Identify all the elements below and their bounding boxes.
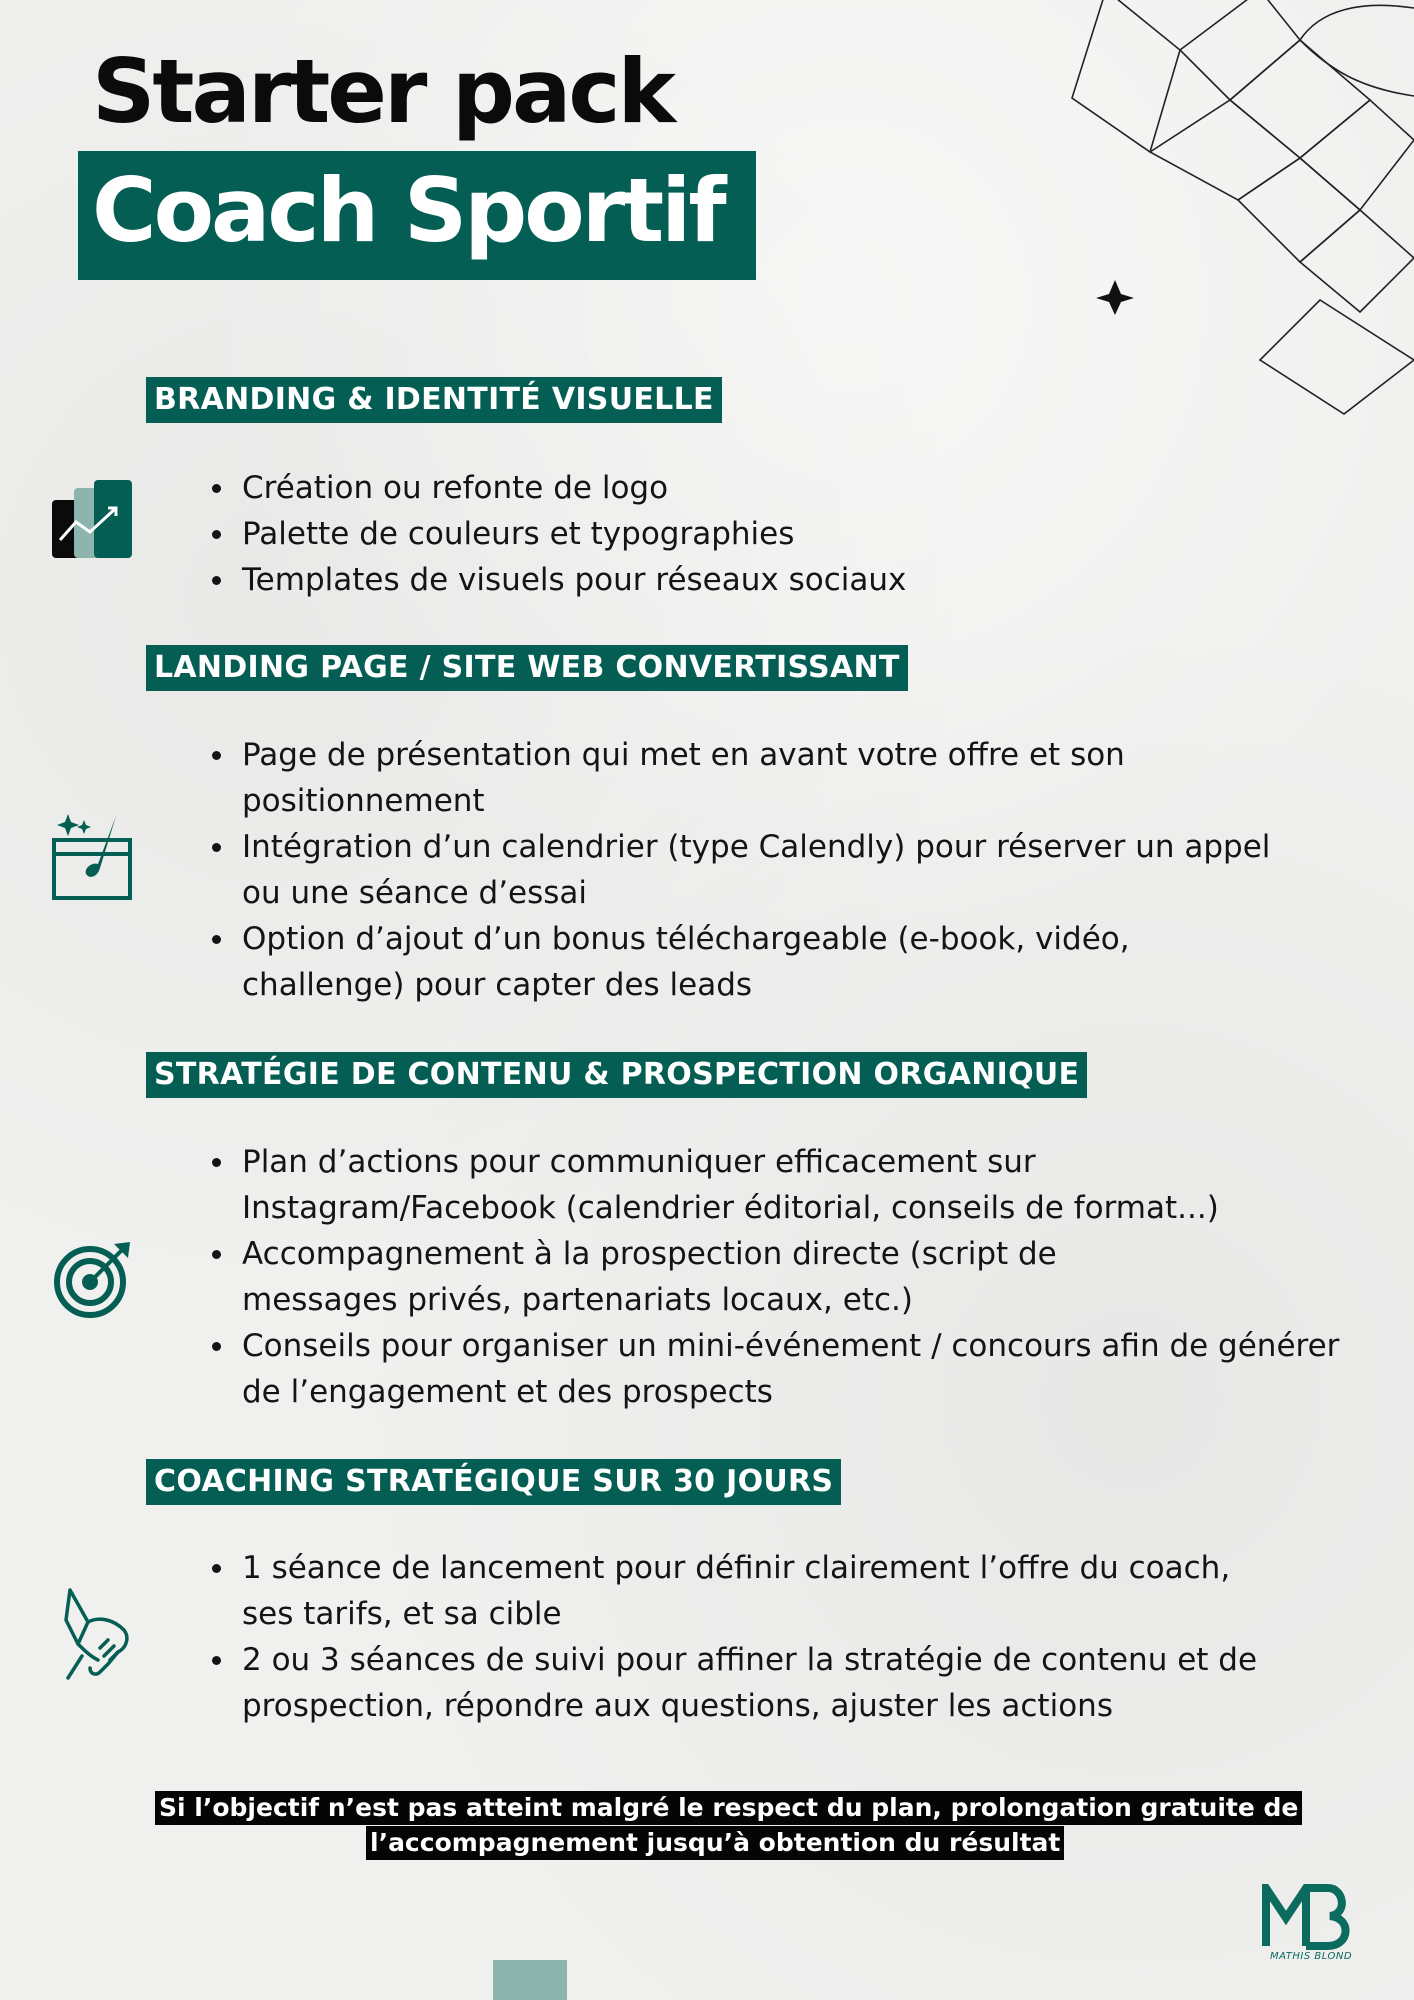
- list-item: Page de présentation qui met en avant votre offre et son positionnement: [242, 732, 1242, 824]
- section-list-strategie-contenu: [242, 1139, 1352, 1415]
- list-item: 1 séance de lancement pour définir clairement l’offre du coach, ses tarifs, et sa cible: [242, 1545, 1232, 1637]
- logo-name: MATHIS BLOND: [1270, 1951, 1353, 1962]
- section-list-branding: [242, 465, 1352, 603]
- list-item: Création ou refonte de logo: [242, 465, 1352, 511]
- paintbrush-window-icon: [50, 810, 134, 902]
- bottom-tab-decoration: [493, 1960, 567, 2000]
- growth-chart-icon: [50, 478, 134, 562]
- page-title-line1: Starter pack: [92, 40, 674, 143]
- section-list-landing-page: [242, 732, 1352, 1008]
- section-header-branding: BRANDING & IDENTITÉ VISUELLE: [146, 377, 722, 423]
- mathis-blond-logo: [1262, 1884, 1362, 1950]
- list-item: Plan d’actions pour communiquer efficacement sur Instagram/Facebook (calendrier éditorial, conseils de format...): [242, 1139, 1352, 1231]
- section-header-landing-page: LANDING PAGE / SITE WEB CONVERTISSANT: [146, 645, 908, 691]
- list-item: 2 ou 3 séances de suivi pour affiner la stratégie de contenu et de prospection, répondre aux questions, ajuster les actions: [242, 1637, 1352, 1729]
- list-item: Accompagnement à la prospection directe (script de messages privés, partenariats locaux, etc.): [242, 1231, 1182, 1323]
- section-header-coaching: COACHING STRATÉGIQUE SUR 30 JOURS: [146, 1459, 841, 1505]
- guarantee-note-line1: Si l’objectif n’est pas atteint malgré le respect du plan, prolongation gratuite de: [155, 1791, 1302, 1825]
- list-item: Option d’ajout d’un bonus téléchargeable (e-book, vidéo, challenge) pour capter des leads: [242, 916, 1242, 1008]
- page-title-line2: Coach Sportif: [92, 159, 724, 262]
- section-list-coaching: [242, 1545, 1352, 1729]
- section-header-strategie-contenu: STRATÉGIE DE CONTENU & PROSPECTION ORGANIQUE: [146, 1052, 1087, 1098]
- handshake-icon: [60, 1586, 136, 1686]
- list-item: Conseils pour organiser un mini-événement / concours afin de générer de l’engagement et des prospects: [242, 1323, 1342, 1415]
- list-item: Templates de visuels pour réseaux sociaux: [242, 557, 1352, 603]
- list-item: Intégration d’un calendrier (type Calendly) pour réserver un appel ou une séance d’essai: [242, 824, 1282, 916]
- guarantee-note-line2: l’accompagnement jusqu’à obtention du résultat: [366, 1826, 1064, 1860]
- target-arrow-icon: [52, 1238, 134, 1320]
- list-item: Palette de couleurs et typographies: [242, 511, 1352, 557]
